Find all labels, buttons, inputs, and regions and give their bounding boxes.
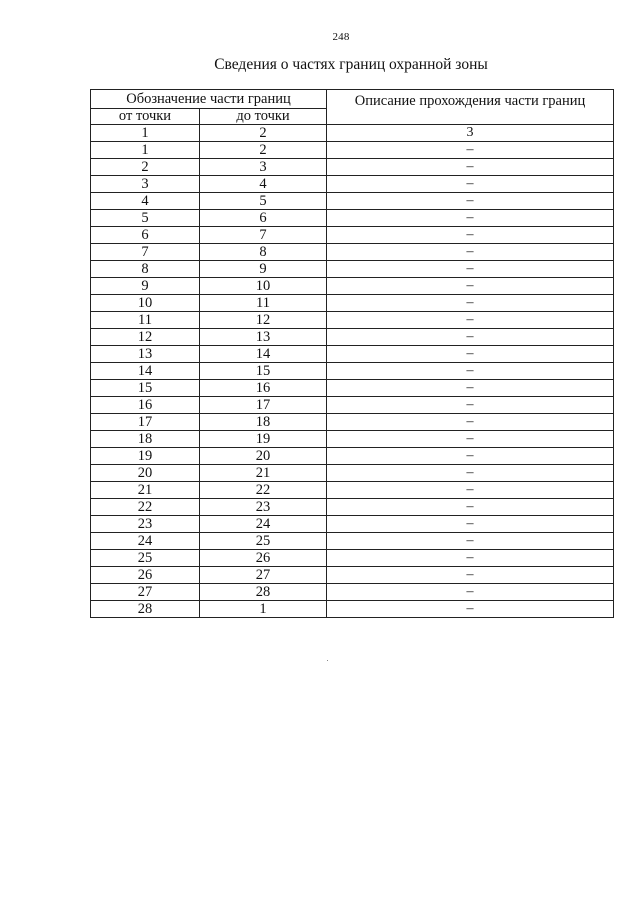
- description-cell: –: [327, 346, 614, 363]
- to-point-cell: 6: [200, 210, 327, 227]
- description-cell: –: [327, 142, 614, 159]
- table-row: [91, 295, 614, 312]
- table-row: [91, 363, 614, 380]
- to-point-cell: 11: [200, 295, 327, 312]
- table-row: [91, 278, 614, 295]
- table-row: [91, 261, 614, 278]
- description-cell: –: [327, 176, 614, 193]
- to-point-cell: 7: [200, 227, 327, 244]
- from-point-cell: 28: [91, 601, 200, 618]
- from-point-cell: 15: [91, 380, 200, 397]
- description-cell: –: [327, 431, 614, 448]
- description-cell: –: [327, 499, 614, 516]
- page-number: 248: [332, 31, 350, 43]
- to-point-cell: 24: [200, 516, 327, 533]
- description-cell: –: [327, 363, 614, 380]
- column-number-from: 1: [91, 125, 200, 142]
- from-point-cell: 10: [91, 295, 200, 312]
- from-point-cell: 3: [91, 176, 200, 193]
- description-cell: –: [327, 516, 614, 533]
- from-point-cell: 27: [91, 584, 200, 601]
- from-point-cell: 22: [91, 499, 200, 516]
- description-cell: –: [327, 261, 614, 278]
- table-row: [91, 244, 614, 261]
- to-point-cell: 17: [200, 397, 327, 414]
- description-cell: –: [327, 533, 614, 550]
- to-point-cell: 21: [200, 465, 327, 482]
- description-cell: –: [327, 312, 614, 329]
- designation-header: Обозначение части границ: [91, 90, 327, 109]
- table-row: [91, 448, 614, 465]
- to-point-cell: 18: [200, 414, 327, 431]
- description-cell: –: [327, 584, 614, 601]
- table-row: [91, 533, 614, 550]
- table-row: [91, 193, 614, 210]
- from-point-cell: 9: [91, 278, 200, 295]
- table-row: [91, 584, 614, 601]
- table-row: [91, 567, 614, 584]
- table-row: [91, 465, 614, 482]
- table-row: [91, 346, 614, 363]
- table-row: [91, 482, 614, 499]
- to-point-cell: 27: [200, 567, 327, 584]
- to-point-cell: 5: [200, 193, 327, 210]
- column-numbers-row: [91, 125, 614, 142]
- table-row: [91, 329, 614, 346]
- to-point-cell: 10: [200, 278, 327, 295]
- description-cell: –: [327, 227, 614, 244]
- to-point-cell: 16: [200, 380, 327, 397]
- description-cell: –: [327, 448, 614, 465]
- table-row: [91, 142, 614, 159]
- to-point-header: до точки: [200, 109, 327, 125]
- boundary-parts-table: [90, 89, 614, 618]
- description-cell: –: [327, 465, 614, 482]
- table-row: [91, 312, 614, 329]
- table-row: [91, 397, 614, 414]
- to-point-cell: 23: [200, 499, 327, 516]
- description-cell: –: [327, 295, 614, 312]
- to-point-cell: 4: [200, 176, 327, 193]
- to-point-cell: 28: [200, 584, 327, 601]
- description-cell: –: [327, 244, 614, 261]
- to-point-cell: 8: [200, 244, 327, 261]
- from-point-cell: 21: [91, 482, 200, 499]
- to-point-cell: 20: [200, 448, 327, 465]
- to-point-cell: 15: [200, 363, 327, 380]
- to-point-cell: 19: [200, 431, 327, 448]
- table-row: [91, 380, 614, 397]
- to-point-cell: 25: [200, 533, 327, 550]
- to-point-cell: 13: [200, 329, 327, 346]
- table-row: [91, 176, 614, 193]
- from-point-header: от точки: [91, 109, 200, 125]
- description-cell: –: [327, 482, 614, 499]
- table-body: [91, 125, 614, 618]
- description-cell: –: [327, 159, 614, 176]
- column-number-description: 3: [327, 125, 614, 142]
- to-point-cell: 22: [200, 482, 327, 499]
- description-cell: –: [327, 380, 614, 397]
- description-cell: –: [327, 397, 614, 414]
- to-point-cell: 9: [200, 261, 327, 278]
- table-row: [91, 159, 614, 176]
- to-point-cell: 12: [200, 312, 327, 329]
- table-row: [91, 431, 614, 448]
- table-row: [91, 516, 614, 533]
- description-cell: –: [327, 210, 614, 227]
- from-point-cell: 18: [91, 431, 200, 448]
- description-cell: –: [327, 601, 614, 618]
- description-cell: –: [327, 329, 614, 346]
- table-row: [91, 227, 614, 244]
- table-row: [91, 210, 614, 227]
- from-point-cell: 7: [91, 244, 200, 261]
- document-title: Сведения о частях границ охранной зоны: [214, 56, 488, 73]
- table-header: [91, 90, 614, 125]
- scan-dot: [327, 660, 328, 661]
- description-cell: –: [327, 567, 614, 584]
- to-point-cell: 3: [200, 159, 327, 176]
- description-cell: –: [327, 550, 614, 567]
- column-number-to: 2: [200, 125, 327, 142]
- from-point-cell: 16: [91, 397, 200, 414]
- from-point-cell: 14: [91, 363, 200, 380]
- table-row: [91, 499, 614, 516]
- to-point-cell: 2: [200, 142, 327, 159]
- from-point-cell: 11: [91, 312, 200, 329]
- from-point-cell: 19: [91, 448, 200, 465]
- from-point-cell: 13: [91, 346, 200, 363]
- from-point-cell: 1: [91, 142, 200, 159]
- from-point-cell: 17: [91, 414, 200, 431]
- from-point-cell: 5: [91, 210, 200, 227]
- table-row: [91, 550, 614, 567]
- from-point-cell: 12: [91, 329, 200, 346]
- from-point-cell: 20: [91, 465, 200, 482]
- from-point-cell: 4: [91, 193, 200, 210]
- from-point-cell: 6: [91, 227, 200, 244]
- from-point-cell: 26: [91, 567, 200, 584]
- description-cell: –: [327, 193, 614, 210]
- from-point-cell: 2: [91, 159, 200, 176]
- from-point-cell: 23: [91, 516, 200, 533]
- description-cell: –: [327, 278, 614, 295]
- header-row-top: [91, 90, 614, 109]
- table-row: [91, 414, 614, 431]
- description-cell: –: [327, 414, 614, 431]
- from-point-cell: 8: [91, 261, 200, 278]
- from-point-cell: 25: [91, 550, 200, 567]
- to-point-cell: 1: [200, 601, 327, 618]
- table-row: [91, 601, 614, 618]
- to-point-cell: 14: [200, 346, 327, 363]
- description-header: Описание прохождения части границ: [327, 90, 614, 125]
- to-point-cell: 26: [200, 550, 327, 567]
- from-point-cell: 24: [91, 533, 200, 550]
